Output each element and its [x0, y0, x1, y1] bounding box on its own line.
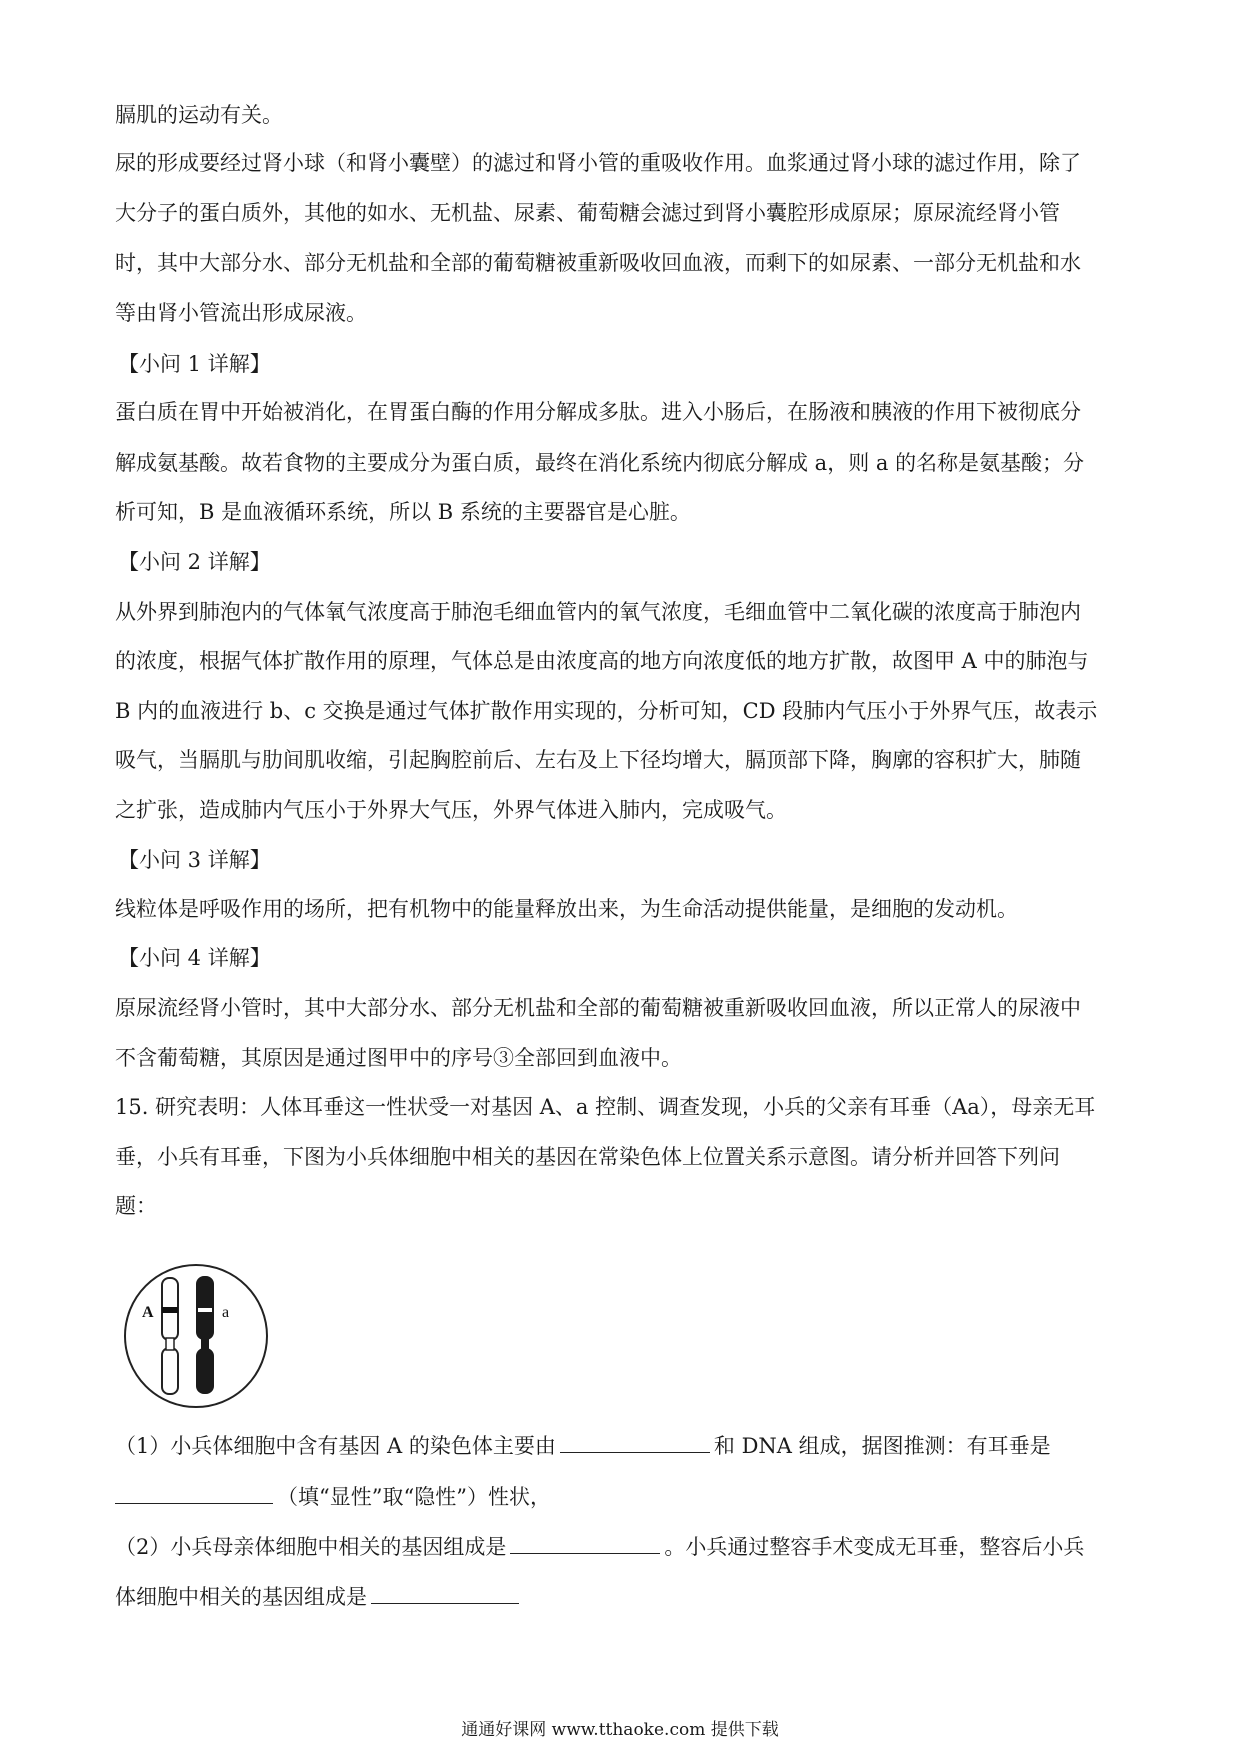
section-heading-4: 【小问 4 详解】 — [118, 946, 271, 970]
question-15-line: 题： — [115, 1194, 157, 1218]
paragraph-line: 尿的形成要经过肾小球（和肾小囊壁）的滤过和肾小管的重吸收作用。血浆通过肾小球的滤过作用，除了 — [115, 151, 1081, 175]
subquestion-text: 。小兵通过整容手术变成无耳垂，整容后小兵 — [664, 1535, 1085, 1559]
paragraph-line: 时，其中大部分水、部分无机盐和全部的葡萄糖被重新吸收回血液，而剩下的如尿素、一部分无机盐和水 — [115, 251, 1081, 275]
paragraph-line: 之扩张，造成肺内气压小于外界大气压，外界气体进入肺内，完成吸气。 — [115, 798, 787, 822]
paragraph-line: 析可知，B 是血液循环系统，所以 B 系统的主要器官是心脏。 — [115, 500, 691, 524]
gene-band-A — [162, 1307, 178, 1313]
paragraph-line: 膈肌的运动有关。 — [115, 103, 283, 127]
gene-label-A: A — [142, 1304, 154, 1321]
chromosome-white — [162, 1278, 178, 1394]
subquestion-text: 体细胞中相关的基因组成是 — [115, 1585, 367, 1609]
answer-blank[interactable] — [115, 1483, 273, 1504]
question-15-line: 垂，小兵有耳垂，下图为小兵体细胞中相关的基因在常染色体上位置关系示意图。请分析并回答下列问 — [115, 1145, 1060, 1169]
paragraph-line: B 内的血液进行 b、c 交换是通过气体扩散作用实现的，分析可知，CD 段肺内气压小于外界气压，故表示 — [115, 699, 1098, 723]
paragraph-line: 线粒体是呼吸作用的场所，把有机物中的能量释放出来，为生命活动提供能量，是细胞的发动机。 — [115, 897, 1018, 921]
section-heading-1: 【小问 1 详解】 — [118, 352, 271, 376]
paragraph-line: 从外界到肺泡内的气体氧气浓度高于肺泡毛细血管内的氧气浓度，毛细血管中二氧化碳的浓度高于肺泡内 — [115, 600, 1081, 624]
subquestion-2-line-2 — [115, 1582, 1130, 1612]
subquestion-text: （2）小兵母亲体细胞中相关的基因组成是 — [115, 1535, 507, 1559]
subquestion-1-line-2 — [115, 1482, 1130, 1512]
gene-band-a — [198, 1308, 212, 1312]
question-15-line: 15. 研究表明：人体耳垂这一性状受一对基因 A、a 控制、调查发现，小兵的父亲有耳垂（Aa），母亲无耳 — [115, 1095, 1096, 1119]
subquestion-1-line-1 — [115, 1431, 1130, 1461]
subquestion-2-line-1 — [115, 1532, 1130, 1562]
paragraph-line: 的浓度，根据气体扩散作用的原理，气体总是由浓度高的地方向浓度低的地方扩散，故图甲 A 中的肺泡与 — [115, 649, 1089, 673]
chromosome-diagram — [122, 1262, 270, 1410]
subquestion-text: （填“显性”取“隐性”）性状， — [277, 1485, 551, 1509]
page-footer: 通通好课网 www.tthaoke.com 提供下载 — [461, 1720, 779, 1740]
subquestion-text: 和 DNA 组成，据图推测：有耳垂是 — [713, 1434, 1051, 1458]
paragraph-line: 等由肾小管流出形成尿液。 — [115, 301, 367, 325]
paragraph-line: 大分子的蛋白质外，其他的如水、无机盐、尿素、葡萄糖会滤过到肾小囊腔形成原尿；原尿流经肾小管 — [115, 201, 1060, 225]
paragraph-line: 解成氨基酸。故若食物的主要成分为蛋白质，最终在消化系统内彻底分解成 a，则 a 的名称是氨基酸；分 — [115, 451, 1085, 475]
answer-blank[interactable] — [510, 1533, 660, 1554]
paragraph-line: 不含葡萄糖，其原因是通过图甲中的序号③全部回到血液中。 — [115, 1046, 682, 1070]
paragraph-line: 蛋白质在胃中开始被消化，在胃蛋白酶的作用分解成多肽。进入小肠后，在肠液和胰液的作用下被彻底分 — [115, 400, 1081, 424]
paragraph-line: 原尿流经肾小管时，其中大部分水、部分无机盐和全部的葡萄糖被重新吸收回血液，所以正常人的尿液中 — [115, 996, 1081, 1020]
section-heading-2: 【小问 2 详解】 — [118, 550, 271, 574]
subquestion-text: （1）小兵体细胞中含有基因 A 的染色体主要由 — [115, 1434, 556, 1458]
section-heading-3: 【小问 3 详解】 — [118, 848, 271, 872]
paragraph-line: 吸气，当膈肌与肋间肌收缩，引起胸腔前后、左右及上下径均增大，膈顶部下降，胸廓的容积扩大，肺随 — [115, 748, 1081, 772]
answer-blank[interactable] — [560, 1432, 710, 1453]
gene-label-a: a — [222, 1304, 230, 1321]
answer-blank[interactable] — [371, 1583, 519, 1604]
chromosome-black — [196, 1276, 214, 1394]
